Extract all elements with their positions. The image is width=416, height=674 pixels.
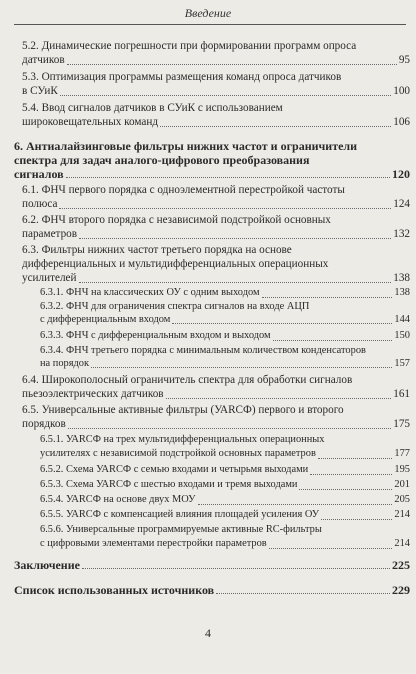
toc-page-number: 144 [394,314,410,325]
toc-page-number: 214 [394,509,410,520]
toc-entry-text: 6.5.4. УАRCФ на основе двух МОУ [40,494,196,505]
toc-entry-text: 6.5.1. УАRCФ на трех мультидифференциальных операционных [40,434,325,445]
dot-leader [79,238,391,239]
toc-entry-text: в СУиК [22,85,58,97]
toc-page-number: 214 [394,538,410,549]
toc-entry-text: сигналов [14,167,64,181]
dot-leader [321,519,392,520]
toc-entry-text: пьезоэлектрических датчиков [22,388,164,400]
toc-page-number: 120 [392,167,410,181]
dot-leader [216,593,390,594]
toc-entry-text: 6.5.2. Схема УАRCФ с семью входами и четырьмя выходами [40,464,309,475]
toc-page-number: 138 [394,287,410,298]
toc-entry-text: порядков [22,418,66,430]
dot-leader [318,458,393,459]
toc-page-number: 157 [394,358,410,369]
toc-entry-text: 6.3. Фильтры нижних частот третьего порядка на основе [22,244,292,256]
toc-entry-text: параметров [22,228,78,240]
toc-page-number: 150 [394,330,410,341]
toc-page-number: 229 [392,583,410,597]
toc-page-number: 100 [393,85,410,97]
toc-entry-text: 5.2. Динамические погрешности при формировании программ опроса [22,40,357,52]
toc-entry-text: 6.3.4. ФНЧ третьего порядка с минимальным количеством конденсаторов [40,345,366,356]
toc-entry-text: усилителях с независимой подстройкой основных параметров [40,448,316,459]
toc-page-number: 106 [393,116,410,128]
dot-leader [198,504,393,505]
toc-page-number: 95 [398,54,410,66]
dot-leader [172,323,392,324]
toc-entry-text: с цифровыми элементами перестройки параметров [40,538,267,549]
dot-leader [91,367,392,368]
dot-leader [299,489,392,490]
header-rule [14,24,406,25]
toc-page-number: 177 [394,448,410,459]
toc-entry-text: усилителей [22,272,77,284]
dot-leader [160,126,391,127]
dot-leader [79,282,392,283]
toc-entry-text: 6.5.3. Схема УАRCФ с шестью входами и тремя выходами [40,479,298,490]
dot-leader [59,208,391,209]
dot-leader [67,64,397,65]
running-header: Введение [184,6,232,20]
toc-entry-text: 6.2. ФНЧ второго порядка с независимой подстройкой основных [22,214,331,226]
toc-entry-text: Список использованных источников [14,583,215,597]
toc-page-number: 175 [393,418,410,430]
toc-entry-text: 5.3. Оптимизация программы размещения команд опроса датчиков [22,71,342,83]
dot-leader [66,177,390,178]
toc-entry-text: полюса [22,198,58,210]
dot-leader [310,474,392,475]
dot-leader [68,428,391,429]
toc-entry-text: Заключение [14,558,80,572]
toc-page-number: 201 [394,479,410,490]
dot-leader [60,95,391,96]
toc-page-number: 205 [394,494,410,505]
toc-entry-text: на порядок [40,358,90,369]
toc-entry-text: дифференциальных и мультидифференциальных операционных [22,258,329,270]
toc-entry-text: 6.3.3. ФНЧ с дифференциальным входом и выходом [40,330,271,341]
dot-leader [262,297,393,298]
toc-entry-text: 6.5.6. Универсальные программируемые активные RC-фильтры [40,524,322,535]
dot-leader [166,398,392,399]
toc-page-number: 161 [393,388,410,400]
toc-entry-text: 6.5. Универсальные активные фильтры (УАRCФ) первого и второго [22,404,344,416]
toc-entry-text: спектра для задач аналого-цифрового преобразования [14,153,310,167]
toc-page-number: 124 [393,198,410,210]
toc-entry-text: с дифференциальным входом [40,314,171,325]
dot-leader [273,340,393,341]
toc-entry-text: 6.3.1. ФНЧ на классических ОУ с одним выходом [40,287,260,298]
toc-entry-text: датчиков [22,54,65,66]
toc-entry-text: 6.5.5. УАRCФ с компенсацией влияния площадей усиления ОУ [40,509,320,520]
toc-page-number: 225 [392,558,410,572]
toc-entry-text: широковещательных команд [22,116,159,128]
toc-page-number: 195 [394,464,410,475]
toc-entry-text: 5.4. Ввод сигналов датчиков в СУиК с использованием [22,102,283,114]
toc-page-number: 132 [393,228,410,240]
toc-entry-text: 6. Антиалайзинговые фильтры нижних частот и ограничители [14,139,358,153]
dot-leader [269,548,393,549]
page-number: 4 [205,626,211,640]
toc-entry-text: 6.3.2. ФНЧ для ограничения спектра сигналов на входе АЦП [40,301,310,312]
toc-entry-text: 6.4. Широкополосный ограничитель спектра для обработки сигналов [22,374,353,386]
toc-entry-text: 6.1. ФНЧ первого порядка с одноэлементной перестройкой частоты [22,184,345,196]
toc-page-number: 138 [393,272,410,284]
dot-leader [82,568,390,569]
